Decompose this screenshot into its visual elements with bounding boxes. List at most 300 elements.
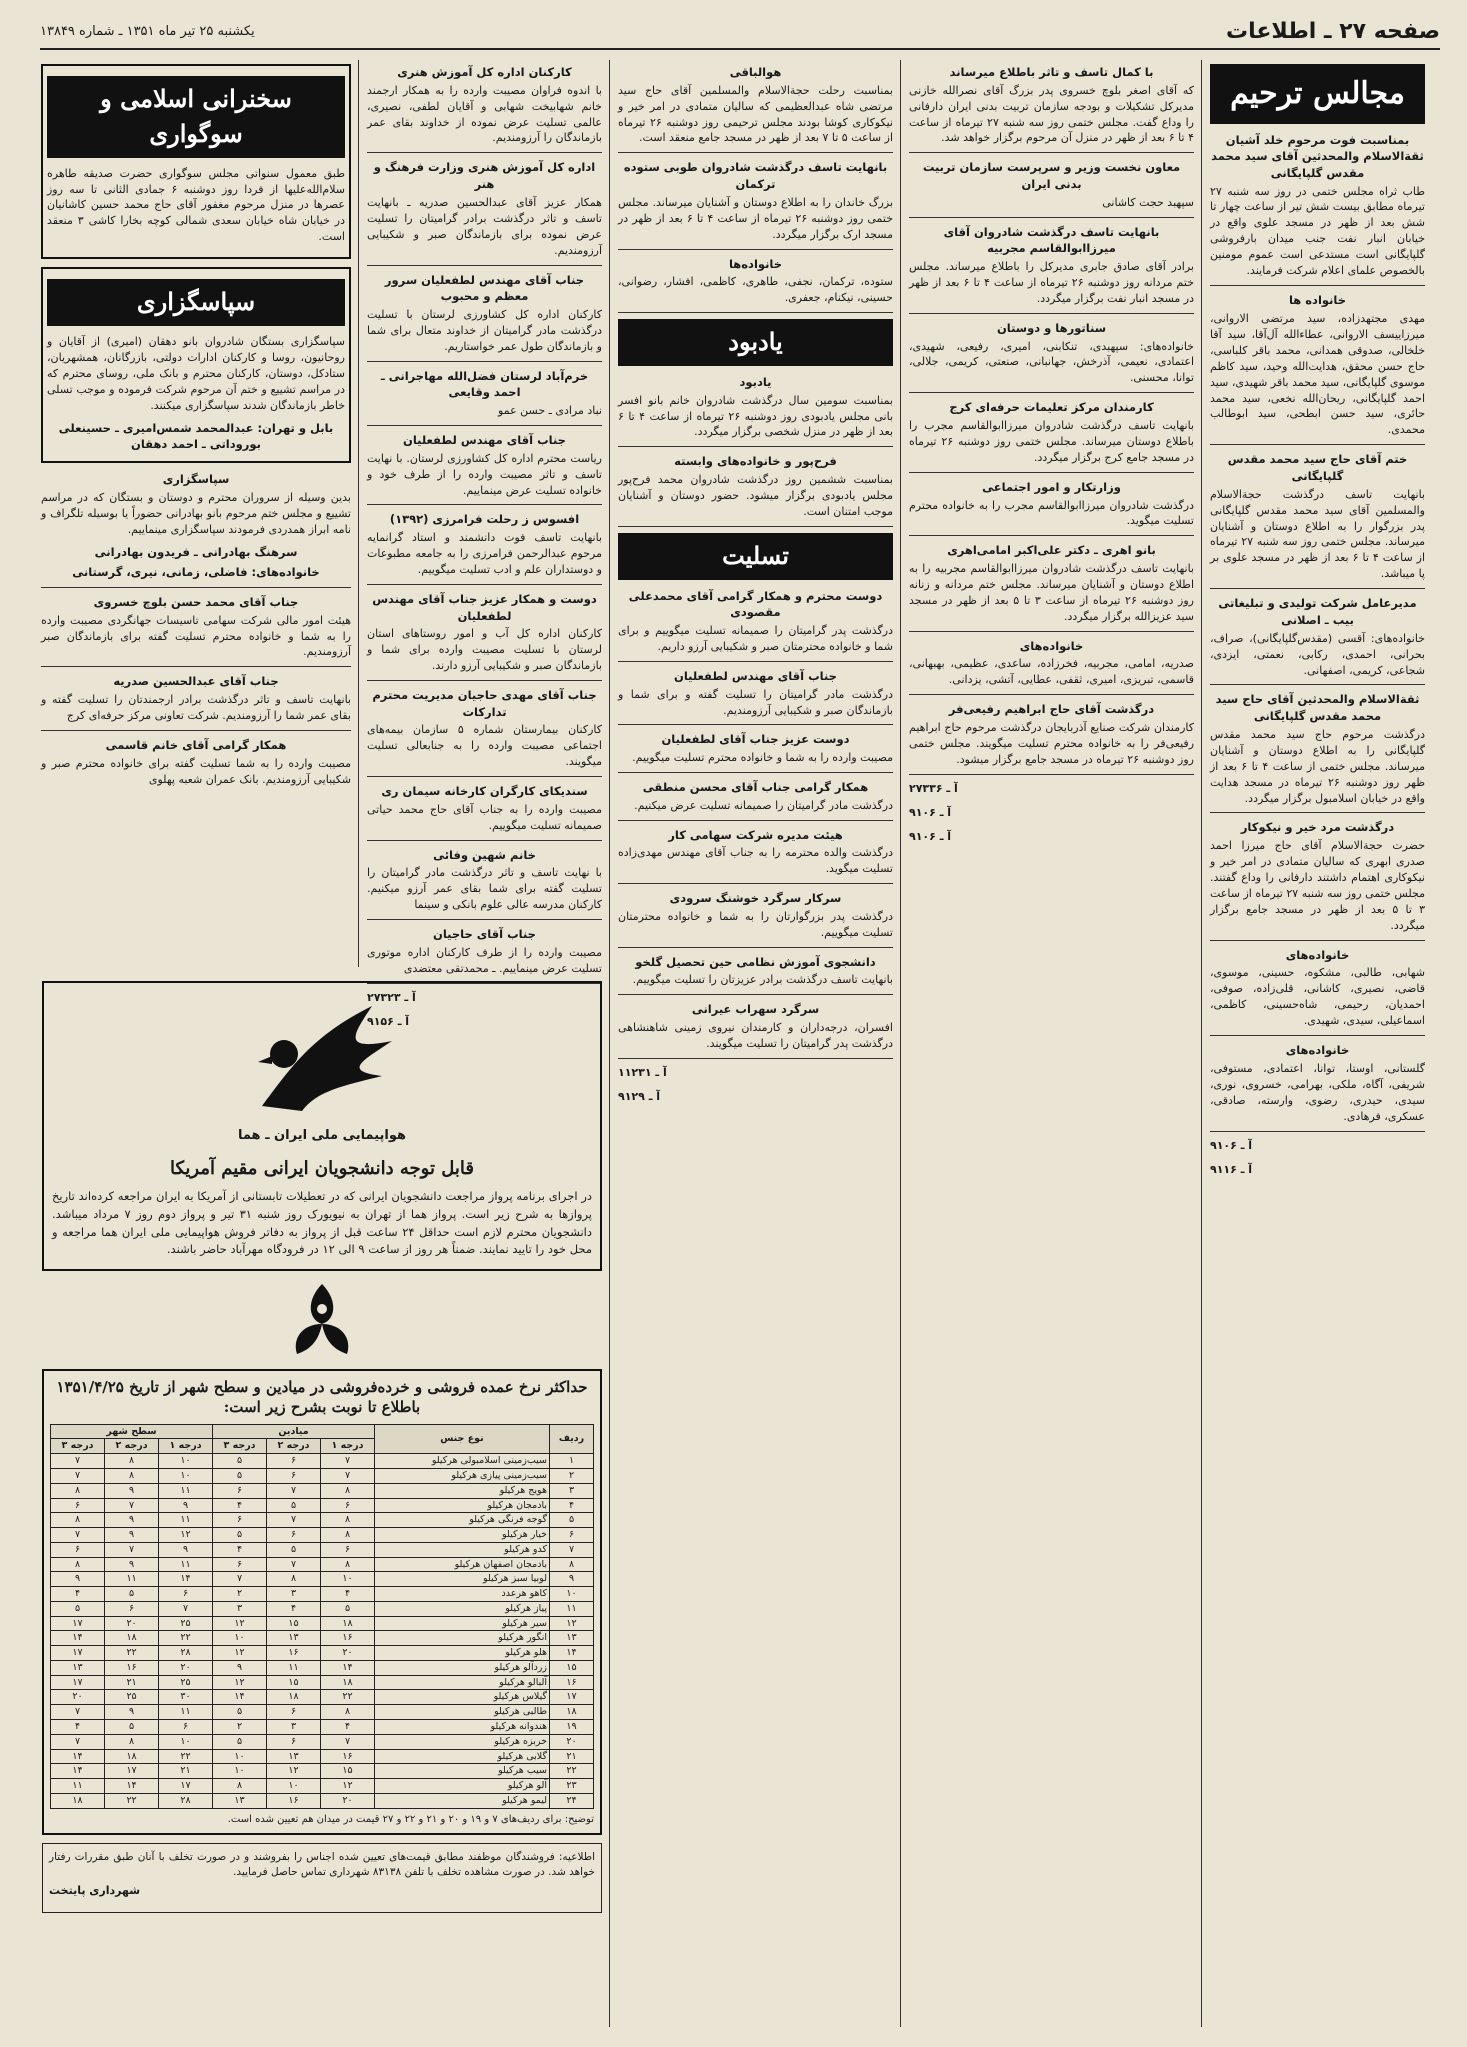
notice-title: مدیرعامل شرکت تولیدی و تبلیغاتی بیب ـ اصلانی [1218,596,1417,627]
price-cell: ۱۱ [159,1705,213,1720]
price-cell: ۲۱ [105,1675,159,1690]
price-cell: ۵ [267,1498,321,1513]
divider [1210,812,1425,813]
item-name-cell: لیمو هرکیلو [374,1793,549,1808]
ad-area [42,975,602,2027]
notice-title: بانهایت تاسف درگذشت شادروان طوبی ستوده ترکمان [623,160,888,192]
th-grade: درجه ۳ [51,1439,105,1454]
notice-title: هیئت مدیره شرکت سهامی کار [668,827,843,842]
price-cell: ۴ [321,1720,375,1735]
price-cell: ۱۰ [159,1734,213,1749]
notice-text: مصیبت وارده را به جناب آقای حاج محمد حیاتی صمیمانه تسلیت میگوییم. [367,802,602,832]
notice-title: همکار گرامی جناب آقای محسن منطقی [642,780,869,795]
table-row [51,1705,594,1720]
price-cell: ۱۴ [51,1764,105,1779]
divider [618,947,893,948]
price-cell: ۲۰ [321,1793,375,1808]
price-cell: ۸ [321,1483,375,1498]
price-cell: ۹ [105,1557,159,1572]
table-row [51,1587,594,1602]
price-cell: ۵ [213,1468,267,1483]
price-cell: ۹ [549,1572,593,1587]
ad-code: آ ـ ۹۱۵۶ [367,1014,410,1028]
item-name-cell: بادمجان هرکیلو [374,1498,549,1513]
notice-text: کارکنان اداره کل آب و امور روستاهای استان لرستان با تسلیت مصیبت وارده برای شما و بازماندگان صبر و شکیبایی آرزو دارند. [367,627,602,673]
notice-text: شهابی، طالبی، مشکوه، حسینی، موسوی، قاضی، نصیری، کاشانی، قلی‌زاده، صوفی، احمدیان، رحیمی، شاه‌حسینی، کاظمی، اسماعیلی، سیدی، شهیدی. [1210,966,1425,1028]
price-cell: ۷ [267,1483,321,1498]
price-cell: ۲۴ [549,1793,593,1808]
price-cell: ۹ [159,1542,213,1557]
price-cell: ۱۲ [213,1616,267,1631]
notice-title: سندیکای کارگران کارخانه سیمان ری [381,784,588,799]
price-cell: ۲۲ [105,1646,159,1661]
price-cell: ۱۷ [159,1779,213,1794]
price-notice [42,1843,602,1913]
item-name-cell: کاهو هرعدد [374,1587,549,1602]
price-cell: ۹ [105,1528,159,1543]
notice-title: جناب آقای مهندس لطفعلیان [674,668,837,683]
notice-text: درگذشت والده محترمه را به جناب آقای مهندس مهدی‌زاده تسلیت میگوید. [618,846,893,876]
notice-text: افسران، درجه‌داران و کارمندان نیروی زمینی شاهنشاهی درگذشت پدر گرامیتان را تسلیت میگویند. [618,1021,893,1050]
price-cell: ۱۰ [267,1779,321,1794]
price-cell: ۶ [267,1454,321,1469]
price-cell: ۲ [213,1720,267,1735]
notice-title: جناب آقای مهدی حاجیان مدیریت محترم تدارکات [372,688,597,719]
price-cell: ۷ [549,1542,593,1557]
notice-title: بانو اهری ـ دکتر علی‌اکبر امامی‌اهری [947,543,1156,558]
table-row [51,1779,594,1794]
divider [909,774,1194,775]
price-cell: ۱۱ [105,1572,159,1587]
divider [909,152,1194,153]
notice-text: برادر آقای صادق جابری مدیرکل را باطلاع میرساند. مجلس ختم مردانه روز دوشنبه ۲۶ تیرماه از ساعت ۴ تا ۶ بعد از ظهر در مسجد انبار نفت برگزار میگردد. [909,260,1194,305]
price-cell: ۶ [105,1601,159,1616]
table-row [51,1498,594,1513]
price-cell: ۶ [159,1587,213,1602]
price-cell: ۳ [267,1720,321,1735]
price-cell: ۱۰ [159,1454,213,1469]
notice-title: اداره کل آموزش هنری وزارت فرهنگ و هنر [373,160,596,192]
divider [909,313,1194,314]
divider [367,152,602,153]
price-cell: ۱۴ [51,1749,105,1764]
divider [618,883,893,884]
notice-title: خانواده‌ها [728,256,783,271]
th-group-maidan: میادین [213,1424,375,1439]
table-row [51,1468,594,1483]
price-cell: ۲۲ [549,1764,593,1779]
price-cell: ۲۲ [321,1690,375,1705]
box1-text: هیئت امور مالی شرکت سهامی تاسیسات جهانگردی مصیبت وارده را به شما و خانواده محترم تسلیت گفته برای بازماندگان صبر آرزومندیم. [41,613,351,659]
price-cell: ۱۸ [105,1631,159,1646]
price-cell: ۱۶ [267,1646,321,1661]
price-cell: ۱۱ [159,1557,213,1572]
price-cell: ۱۷ [549,1690,593,1705]
price-cell: ۲۱ [549,1749,593,1764]
price-cell: ۸ [105,1468,159,1483]
price-cell: ۳ [549,1483,593,1498]
table-row [51,1675,594,1690]
price-cell: ۶ [213,1483,267,1498]
divider [618,820,893,821]
notice-title: دوست و همکار عزیز جناب آقای مهندس لطفعلیان [372,591,597,623]
table-row [51,1764,594,1779]
sepas-sign: بابل و تهران: عبدالمحمد شمس‌امیری ـ حسینعلی بوروداتی ـ احمد دهقان [58,420,334,452]
divider [1210,684,1425,685]
notice-text: ریاست محترم اداره کل کشاورزی لرستان. با نهایت تاسف و تاثر مصیبت وارده را از طرف خود و خانواده تسلیت عرض مینماییم. [367,451,602,497]
item-name-cell: خیار هرکیلو [374,1528,549,1543]
notice-title: سرکار سرگرد خوشنگ سرودی [669,891,842,906]
table-row [51,1572,594,1587]
price-cell: ۲۲ [105,1793,159,1808]
price-cell: ۷ [51,1528,105,1543]
item-name-cell: زردآلو هرکیلو [374,1660,549,1675]
notice-text: درگذشت پدر گرامیتان را صمیمانه تسلیت میگوییم و برای شما و خانواده محترمتان صبر و شکیبایی آرزو داریم. [618,624,893,653]
price-cell: ۱۴ [105,1779,159,1794]
notice-text: بزرگ خاندان را به اطلاع دوستان و آشنایان میرساند. مجلس ختمی روز دوشنبه ۲۶ تیرماه از ساعت ۴ تا ۶ بعد از ظهر در مسجد ارک برگزار میگردد. [618,195,893,241]
notice-text: خانواده‌های: آقسی (مقدس‌گلپایگانی)، صراف، بحرانی، احمدی، رکابی، نعمتی، ایزدی، شجاعی، کریمی، اصفهانی. [1210,631,1425,677]
price-cell: ۵ [267,1542,321,1557]
notice-title: افسوس ز رحلت فرامرزی (۱۳۹۲) [389,512,580,527]
price-cell: ۹ [105,1483,159,1498]
table-row [51,1631,594,1646]
price-cell: ۸ [321,1557,375,1572]
tasliat-heading: تسلیت [618,533,893,580]
item-name-cell: سیب‌زمینی پیازی هرکیلو [374,1468,549,1483]
divider [367,584,602,585]
notice-text: درگذشت مادر گرامیتان را صمیمانه تسلیت عرض میکنیم. [634,798,893,812]
price-cell: ۷ [213,1572,267,1587]
divider [367,680,602,681]
item-name-cell: انگور هرکیلو [374,1631,549,1646]
notice-text: کارمندان شرکت صنایع آذربایجان درگذشت مرحوم حاج ابراهیم رفیعی‌فر را به خانواده محترم تسلیت میگویند. مجلس ختمی روز دوشنبه ۲۶ تیرماه در مسجد جامع برگزار میشود. [909,721,1194,766]
item-name-cell: خربزه هرکیلو [374,1734,549,1749]
item-name-cell: سیب هرکیلو [374,1764,549,1779]
notice-title: هوالباقی [729,65,782,79]
notice-title: خانم شهین وفائی [433,847,536,862]
th-group-city: سطح شهر [51,1424,213,1439]
ad-code: آ ـ ۹۱۰۶ [909,829,952,843]
price-cell: ۶ [213,1557,267,1572]
homa-name: هواپیمایی ملی ایران ـ هما [237,1128,407,1143]
divider [1210,940,1425,941]
price-cell: ۵ [51,1601,105,1616]
ad-code: آ ـ ۹۱۰۶ [1210,1138,1253,1152]
price-cell: ۴ [51,1720,105,1735]
homa-title: قابل توجه دانشجویان ایرانی مقیم آمریکا [170,1157,474,1179]
sepas2-text: بدین وسیله از سروران محترم و دوستان و بستگان که در مراسم تشییع و مجلس ختم مرحوم بانو بهادرانی حضوراً یا بوسیله تلگراف و نامه ابراز همدردی فرمودند سپاسگزاری مینماییم. [41,490,351,536]
price-cell: ۷ [105,1542,159,1557]
item-name-cell: پیاز هرکیلو [374,1601,549,1616]
box3-text: مصیبت وارده را به شما تسلیت گفته برای خانواده محترم صبر و شکیبایی آرزومندیم. بانک عمران شعبه پهلوی [41,756,351,786]
price-cell: ۱۷ [51,1646,105,1661]
price-cell: ۱۹ [549,1720,593,1735]
price-cell: ۶ [159,1720,213,1735]
notice-text: کارکنان بیمارستان شماره ۵ سازمان بیمه‌های اجتماعی مصیبت وارده را به جنابعالی تسلیت میگویند. [367,723,602,769]
price-cell: ۱۳ [267,1631,321,1646]
page-number-title: صفحه ۲۷ ـ اطلاعات [1225,18,1440,44]
price-cell: ۶ [267,1705,321,1720]
price-cell: ۵ [213,1734,267,1749]
price-cell: ۴ [549,1498,593,1513]
divider [618,446,893,447]
item-name-cell: بادمجان اصفهان هرکیلو [374,1557,549,1572]
divider [618,1058,893,1059]
divider [618,312,893,313]
price-cell: ۲۱ [159,1764,213,1779]
divider [367,776,602,777]
table-row [51,1528,594,1543]
price-cell: ۷ [321,1468,375,1483]
price-cell: ۷ [267,1557,321,1572]
price-cell: ۷ [51,1468,105,1483]
item-name-cell: طالبی هرکیلو [374,1705,549,1720]
price-cell: ۴ [267,1601,321,1616]
th-grade: درجه ۳ [213,1439,267,1454]
table-row [51,1720,594,1735]
table-row [51,1793,594,1808]
table-row [51,1513,594,1528]
notice-text: صدریه، امامی، مجربیه، فخرزاده، ساعدی، عظیمی، بهبهانی، قاسمی، تبریزی، امیری، ثقفی، عطایی، آتشی، یزدانی. [909,657,1194,687]
price-cell: ۳ [267,1587,321,1602]
divider [367,361,602,362]
notice-text: بمناسبت ششمین روز درگذشت شادروان محمد فرح‌پور مجلس یادبودی برگزار میشود. حضور دوستان و آشنایان موجب امتنان است. [618,473,893,518]
th-grade: درجه ۱ [159,1439,213,1454]
price-cell: ۱۱ [51,1779,105,1794]
column-1 [1210,60,1425,2027]
price-cell: ۶ [321,1498,375,1513]
price-cell: ۶ [51,1498,105,1513]
column-3 [618,60,893,2027]
price-cell: ۱۳ [213,1793,267,1808]
divider [909,631,1194,632]
price-cell: ۱۲ [213,1646,267,1661]
divider [367,840,602,841]
notice-text: بمناسبت رحلت حجةالاسلام والمسلمین آقای حاج سید مرتضی شاه عبدالعظیمی که سالیان متمادی در امر خیر و نیکوکاری کوشا بودند مجلس ترحیمی روز دوشنبه ۲۶ تیرماه از ساعت ۵ تا ۷ بعد از ظهر در مسجد جامع منعقد است. [618,83,893,145]
price-cell: ۳۰ [159,1690,213,1705]
notice-title: درگذشت مرد خیر و نیکوکار [1240,820,1395,835]
price-cell: ۱۲ [267,1764,321,1779]
divider [1210,588,1425,589]
column-2 [909,60,1194,2027]
notice-text: بانهایت تاسف درگذشت برادر عزیزتان را تسلیت میگوییم. [632,973,893,987]
notice-text: بانهایت تاسف فوت دانشمند و استاد گرانمایه مرحوم عبدالرحمن فرامرزی را به جامعه مطبوعات و دوستداران علم و ادب تسلیت میگوییم. [367,531,602,576]
notice-text: بمناسبت سومین سال درگذشت شادروان خانم بانو افسر بانی مجلس یادبودی روز دوشنبه ۲۶ تیرماه از ساعت ۴ تا ۶ بعد از ظهر در منزل شخصی برگزار میگردد. [618,393,894,439]
column-4 [367,60,602,1028]
notice-text: مهدی مجتهدزاده، سید مرتضی الاروانی، میرزاییسف الاروانی، عطاءالله آل‌آقا، سید آقا خلخالی، صدوقی همدانی، محمد باقر کلباسی، حاج حسن محقق، هدایت‌الله وحید، سید کاظم موسوی گلپایگانی، سید محمد باقر شهیدی، سید احمد گلپایگانی، ریحان‌الله نخعی، سید محمد حائری، سید حسن ابطحی، سید ابوطالب محمدی. [1210,311,1425,437]
price-cell: ۲۲ [159,1749,213,1764]
notice-title: جناب آقای حاجیان [433,927,536,942]
price-cell: ۸ [51,1513,105,1528]
price-cell: ۱۶ [549,1675,593,1690]
price-cell: ۲۰ [549,1734,593,1749]
notice-text: بانهایت تاسف درگذشت حجةالاسلام والمسلمین آقای سید محمد مقدس گلپایگانی پدر بزرگوار را به اطلاع دوستان و آشنایان میرساند. مجلس ختمی روز سه شنبه ۲۷ تیرماه از ساعت ۴ تا ۶ بعد از ظهر در مسجد علوی بر پا میباشد. [1210,487,1425,581]
price-cell: ۲۰ [51,1690,105,1705]
price-cell: ۱۸ [51,1793,105,1808]
notice-text: اطلاعیه: فروشندگان موظفند مطابق قیمت‌های تعیین شده اجناس را بفروشند و در صورت تخلف با آنان طبق مقررات رفتار خواهد شد. در صورت مشاهده تخلف با تلفن ۸۳۱۳۸ شهرداری تماس حاصل فرمایید. [49,1851,595,1879]
price-title: حداکثر نرخ عمده فروشی و خرده‌فروشی در میادین و سطح شهر از تاریخ ۱۳۵۱/۴/۲۵ باطلاع تا نوبت بشرح زیر است: [56,1378,588,1417]
th-item: نوع جنس [374,1424,549,1454]
divider [1210,1131,1425,1132]
price-cell: ۹ [105,1705,159,1720]
price-cell: ۸ [321,1705,375,1720]
price-cell: ۵ [549,1513,593,1528]
th-grade: درجه ۲ [267,1439,321,1454]
notice-title: درگذشت آقای حاج ابراهیم رفیعی‌فر [948,702,1155,717]
price-cell: ۲۸ [159,1646,213,1661]
price-cell: ۷ [51,1705,105,1720]
item-name-cell: هندوانه هرکیلو [374,1720,549,1735]
notice-title: خانواده‌های [1019,638,1084,653]
notice-text: درگذشت پدر بزرگوارتان را به شما و خانواده محترمتان تسلیت میگوییم. [618,909,893,939]
notice-title: سرگرد سهراب عیرانی [691,1002,820,1017]
price-table [50,1424,594,1809]
price-cell: ۲۵ [159,1675,213,1690]
price-cell: ۵ [105,1587,159,1602]
price-cell: ۸ [321,1528,375,1543]
notice-text: بانهایت تاسف درگذشت شادروان میرزاابوالقاسم مجربیه را به اطلاع دوستان و آشنایان میرساند. مجلس ختم مردانه و زنانه روز دوشنبه ۲۶ تیرماه از ساعت ۳ تا ۵ بعد از ظهر در مسجد سید عزیزالله برگزار میگردد. [909,562,1194,623]
price-cell: ۱۰ [213,1749,267,1764]
issue-date: یکشنبه ۲۵ تیر ماه ۱۳۵۱ ـ شماره ۱۳۸۴۹ [40,23,255,39]
price-cell: ۸ [51,1557,105,1572]
notice-text: طاب ثراه مجلس ختمی در روز سه شنبه ۲۷ تیرماه مطابق بیست شش تیر از ساعت چهار تا شش بعد از ظهر در مسجد علوی واقع در خیابان انبار نفت جنب میدان بارفروشی گلپایگانی است مستدعی است عموم مومنین بالخصوص علمای اعلام شرکت فرمایند. [1210,184,1425,278]
notice-title: کارکنان اداره کل آموزش هنری [397,65,572,79]
item-name-cell: گلابی هرکیلو [374,1749,549,1764]
price-cell: ۷ [267,1513,321,1528]
notice-text: سپهبد حجت کاشانی [1102,195,1194,209]
divider [618,772,893,773]
column-5 [41,60,351,967]
price-cell: ۹ [51,1572,105,1587]
price-cell: ۷ [159,1601,213,1616]
notice-sign: شهرداری پایتخت [49,1883,141,1897]
soogvari-text: طبق معمول سنواتی مجلس سوگواری حضرت صدیقه طاهره سلام‌الله‌علیها از فردا روز دوشنبه ۶ جمادی الثانی تا سه روز عصرها در منزل مرحوم مغفور آقای حاج محمد حسین کاشانیان در خیابان شاه خیابان سعدی شمالی کوچه بخارا کاشی ۳ منعقد است. [47,166,345,244]
price-cell: ۱۷ [51,1616,105,1631]
notice-title: وزارتکار و امور اجتماعی [982,479,1121,494]
notice-text: گلستانی، اوستا، توانا، اعتمادی، مستوفی، شریفی، آگاه، ملکی، بهرامی، خسروی، نوری، سیدی، حیدری، رضوی، وارسته، صادقی، عسکری، فرهادی. [1210,1061,1425,1123]
divider [909,535,1194,536]
notice-text: درگذشت مادر گرامیتان را تسلیت گفته و برای شما و بازماندگان صبر و شکیبایی آرزومندیم. [618,687,893,717]
price-cell: ۱۱ [159,1513,213,1528]
price-cell: ۱۸ [321,1616,375,1631]
table-row [51,1660,594,1675]
price-cell: ۱۸ [267,1690,321,1705]
item-name-cell: هلو هرکیلو [374,1646,549,1661]
price-cell: ۸ [549,1557,593,1572]
price-cell: ۷ [51,1454,105,1469]
notice-title: دوست عزیز جناب آقای لطفعلیان [661,732,850,747]
price-cell: ۱۴ [51,1631,105,1646]
price-cell: ۱۵ [321,1764,375,1779]
divider [909,472,1194,473]
notice-text: با اندوه فراوان مصیبت وارده را به همکار ارجمند خانم شهابیخت شهابی و آقایان لطفی، نصیری، عالمی تسلیت عرض نموده از خداوند بقای عمر بازماندگان را آرزومندیم. [367,83,602,145]
divider [909,392,1194,393]
price-cell: ۱۵ [267,1616,321,1631]
table-row [51,1542,594,1557]
price-cell: ۵ [213,1705,267,1720]
price-cell: ۵ [213,1454,267,1469]
price-cell: ۵ [105,1720,159,1735]
price-cell: ۱۱ [549,1601,593,1616]
box3-title: همکار گرامی آقای خانم قاسمی [105,737,287,752]
notice-title: دوست محترم و همکار گرامی آقای محمدعلی مقصودی [628,588,883,620]
box1-title: جناب آقای محمد حسن بلوچ خسروی [93,594,299,609]
price-cell: ۹ [105,1513,159,1528]
notice-title: با کمال تاسف و تاثر باطلاع میرساند [949,65,1154,79]
sepas2-title: سپاسگزاری [162,472,230,487]
price-cell: ۲۰ [105,1616,159,1631]
price-cell: ۸ [105,1734,159,1749]
divider [367,265,602,266]
price-cell: ۸ [105,1454,159,1469]
price-cell: ۱۱ [159,1483,213,1498]
notice-title: خرم‌آباد لرستان فضل‌الله مهاجرانی ـ احمد وقایعی [380,368,589,400]
table-row [51,1646,594,1661]
table-row [51,1690,594,1705]
divider [909,217,1194,218]
price-cell: ۱۴ [321,1660,375,1675]
table-row [51,1483,594,1498]
price-cell: ۱۳ [549,1631,593,1646]
box2-text: بانهایت تاسف و تاثر درگذشت برادر ارجمندتان را تسلیت گفته و بقای عمر شما را آرزومندیم. شرکت تعاونی مرکز حرفه‌ای کرج [41,693,351,723]
price-cell: ۱۴ [159,1572,213,1587]
price-cell: ۲۳ [549,1779,593,1794]
notice-text: که آقای اصغر بلوچ خسروی پدر بزرگ آقای نصرالله خازنی مدیرکل تشکیلات و بودجه سازمان تربیت بدنی ایران دارفانی را وداع گفت. مجلس ختمی روز سه شنبه ۲۷ تیرماه از ساعت ۴ تا ۶ بعد از ظهر در منزل آن مرحوم برگزار خواهد شد. [909,83,1194,145]
price-cell: ۱۱ [267,1660,321,1675]
notice-title: دانشجوی آموزش نظامی حین تحصیل گلخو [635,954,876,969]
notice-title: جناب آقای مهندس لطفعلیان [403,432,566,447]
notice-text: نباد مرادی ـ حسن عمو [498,404,602,418]
divider [367,919,602,920]
table-row [51,1557,594,1572]
price-cell: ۲۸ [159,1793,213,1808]
soogvari-heading: سخنرانی اسلامی و سوگواری [47,76,345,158]
price-cell: ۱۶ [267,1793,321,1808]
price-cell: ۶ [267,1528,321,1543]
price-cell: ۱۶ [321,1749,375,1764]
item-name-cell: سیر هرکیلو [374,1616,549,1631]
price-cell: ۱۰ [213,1764,267,1779]
price-cell: ۱۸ [321,1675,375,1690]
divider [618,661,893,662]
price-note: توضیح: برای ردیف‌های ۷ و ۱۹ و ۲۰ و ۲۱ و ۲۲ و ۲۷ قیمت در میدان هم تعیین شده است. [227,1813,594,1825]
table-row [51,1601,594,1616]
divider [909,694,1194,695]
notice-title: بمناسبت فوت مرحوم خلد آشیان ثقةالاسلام والمحدثین آقای سید محمد مقدس گلپایگانی [1211,132,1424,180]
notice-text: مصیبت وارده را به شما و خانواده محترم تسلیت میگوییم. [632,751,893,765]
notice-title: ثقةالاسلام والمحدثین آقای حاج سید محمد مقدس گلپایگانی [1215,692,1420,724]
price-cell: ۶ [213,1513,267,1528]
price-cell: ۱۷ [51,1675,105,1690]
notice-title: خانواده‌های [1285,947,1350,962]
price-cell: ۲۰ [159,1660,213,1675]
price-cell: ۶ [267,1734,321,1749]
price-cell: ۱۶ [105,1660,159,1675]
price-cell: ۷ [51,1734,105,1749]
price-cell: ۱۷ [105,1764,159,1779]
price-cell: ۱۳ [51,1660,105,1675]
notice-title: سناتورها و دوستان [996,320,1107,335]
price-cell: ۱۲ [549,1616,593,1631]
sepasgozari-heading: سپاسگزاری [47,279,345,326]
majales-heading: مجالس ترحیم [1210,64,1425,124]
price-cell: ۱۵ [549,1660,593,1675]
notice-text: با نهایت تاسف و تاثر درگذشت مادر گرامیتان را تسلیت گفته برای شما بقای عمر آرزو میکنیم. کارکنان مدرسه عالی علوم بانکی و سینما [367,866,602,912]
price-cell: ۱۰ [549,1587,593,1602]
notice-text: درگذشت مرحوم حاج سید محمد مقدس گلپایگانی را به اطلاع دوستان و آشنایان میرساند. مجلس ختمی از ساعت ۴ تا ۶ بعد از ظهر روز دوشنبه ۲۶ تیرماه در مسجد هدایت واقع در خیابان اسلامبول برگزار میگردد. [1210,727,1426,805]
item-name-cell: گیلاس هرکیلو [374,1690,549,1705]
notice-title: خانواده ها [1288,293,1347,308]
